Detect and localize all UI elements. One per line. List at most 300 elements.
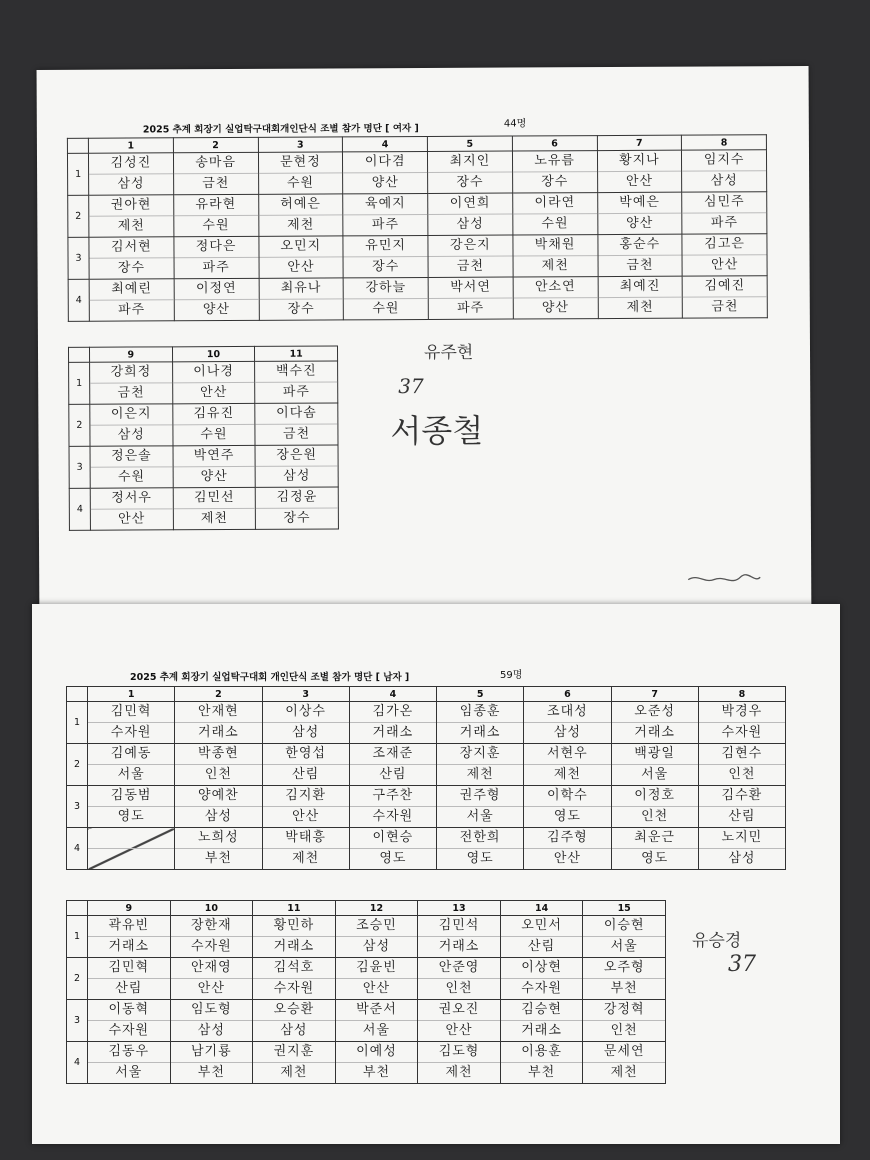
player-name: 김예진 bbox=[683, 276, 767, 297]
player-name: 박준서 bbox=[336, 1000, 418, 1021]
player-team: 영도 bbox=[553, 809, 581, 824]
player-name: 이현승 bbox=[350, 828, 436, 849]
row-number: 1 bbox=[69, 362, 90, 404]
table-corner bbox=[67, 138, 88, 153]
player-cell bbox=[335, 916, 418, 958]
group-header: 9 bbox=[89, 347, 172, 362]
pen-scribble-mark bbox=[684, 571, 764, 591]
player-name: 최유나 bbox=[259, 278, 343, 299]
player-team: 삼성 bbox=[710, 173, 738, 189]
player-team: 거래소 bbox=[372, 725, 414, 740]
player-team: 장수 bbox=[117, 260, 146, 276]
player-name: 권오진 bbox=[418, 1000, 500, 1021]
group-header: 1 bbox=[88, 687, 175, 702]
table-row bbox=[67, 1000, 666, 1042]
player-name: 문세연 bbox=[583, 1042, 665, 1063]
table-row bbox=[68, 192, 767, 238]
player-name: 이학수 bbox=[524, 786, 610, 807]
player-name: 김동범 bbox=[88, 786, 174, 807]
women-title: 2025 추계 회장기 실업탁구대회개인단식 조별 참가 명단 [ 여자 ] bbox=[142, 123, 419, 136]
player-name: 유민지 bbox=[344, 236, 428, 257]
player-team: 제천 bbox=[610, 1065, 638, 1080]
player-team: 삼성 bbox=[728, 851, 756, 866]
player-team: 안산 bbox=[200, 385, 228, 401]
men-group-table-1 bbox=[66, 686, 786, 870]
player-team: 삼성 bbox=[283, 468, 311, 484]
player-name: 육예지 bbox=[343, 194, 427, 215]
player-cell bbox=[597, 192, 682, 234]
player-name: 최지인 bbox=[428, 152, 512, 173]
player-team: 안산 bbox=[711, 257, 739, 273]
group-header: 4 bbox=[343, 136, 428, 151]
player-name: 김정윤 bbox=[256, 487, 338, 508]
player-cell bbox=[258, 236, 343, 278]
player-team: 서울 bbox=[115, 1065, 143, 1080]
player-name: 조대성 bbox=[524, 702, 610, 723]
player-cell bbox=[349, 786, 436, 828]
player-name: 최운근 bbox=[612, 828, 698, 849]
player-name: 이상현 bbox=[501, 958, 583, 979]
player-team: 수자원 bbox=[110, 725, 152, 740]
player-name: 김민혁 bbox=[88, 702, 174, 723]
row-number: 4 bbox=[69, 488, 90, 530]
player-name: 박예은 bbox=[598, 193, 682, 214]
player-name: 임도형 bbox=[171, 1000, 253, 1021]
player-team: 산림 bbox=[292, 767, 320, 782]
group-header: 7 bbox=[611, 687, 698, 702]
player-team: 제천 bbox=[466, 767, 494, 782]
player-team: 양산 bbox=[541, 300, 570, 316]
player-team: 수원 bbox=[117, 469, 146, 485]
row-number: 3 bbox=[67, 786, 88, 828]
player-name: 이정호 bbox=[612, 786, 698, 807]
player-cell bbox=[89, 237, 174, 279]
player-name: 박서연 bbox=[429, 278, 513, 299]
table-corner bbox=[67, 687, 88, 702]
player-team: 삼성 bbox=[117, 176, 145, 192]
player-cell bbox=[343, 277, 428, 319]
player-cell bbox=[583, 1042, 666, 1084]
player-name: 이정연 bbox=[174, 279, 258, 300]
women-handwritten-signature: 서종철 bbox=[390, 411, 484, 451]
women-group-table-2 bbox=[68, 345, 339, 530]
player-name: 한영섭 bbox=[263, 744, 349, 765]
player-name: 최예진 bbox=[598, 277, 682, 298]
player-name: 이라연 bbox=[513, 193, 597, 214]
player-team: 제천 bbox=[280, 1065, 308, 1080]
group-header: 14 bbox=[500, 901, 583, 916]
player-team: 인천 bbox=[728, 767, 756, 782]
player-cell bbox=[349, 702, 436, 744]
player-name: 송마음 bbox=[174, 153, 258, 174]
player-team: 수자원 bbox=[273, 981, 315, 996]
player-cell bbox=[512, 151, 597, 193]
player-name: 정다은 bbox=[174, 237, 258, 258]
row-number: 3 bbox=[69, 446, 90, 488]
player-name: 박경우 bbox=[699, 702, 785, 723]
player-name: 백수진 bbox=[255, 361, 337, 382]
player-name: 강정혁 bbox=[583, 1000, 665, 1021]
player-cell bbox=[418, 1042, 501, 1084]
player-team: 삼성 bbox=[362, 939, 391, 954]
table-corner bbox=[68, 347, 89, 362]
player-team: 금천 bbox=[117, 385, 145, 401]
player-cell bbox=[682, 192, 767, 234]
player-team: 영도 bbox=[117, 809, 145, 824]
group-header: 11 bbox=[255, 346, 338, 361]
player-cell bbox=[89, 279, 174, 321]
player-cell bbox=[583, 1000, 666, 1042]
group-header: 5 bbox=[427, 136, 512, 151]
player-cell bbox=[512, 193, 597, 235]
player-team: 제천 bbox=[553, 767, 581, 782]
empty-slot bbox=[88, 828, 175, 870]
player-team: 양산 bbox=[202, 302, 231, 318]
player-cell bbox=[597, 150, 682, 192]
player-cell bbox=[174, 236, 259, 278]
player-name: 권아현 bbox=[89, 195, 173, 216]
table-row bbox=[67, 744, 786, 786]
player-cell bbox=[698, 828, 785, 870]
player-cell bbox=[428, 235, 513, 277]
player-team: 금천 bbox=[283, 426, 311, 442]
player-team: 제천 bbox=[292, 851, 320, 866]
player-name: 이용훈 bbox=[501, 1042, 583, 1063]
player-cell bbox=[258, 194, 343, 236]
player-cell bbox=[175, 744, 262, 786]
player-team: 부천 bbox=[528, 1065, 556, 1080]
table-row bbox=[67, 150, 766, 196]
player-name: 장한재 bbox=[171, 916, 253, 937]
player-team: 서울 bbox=[117, 767, 145, 782]
table-row bbox=[67, 958, 666, 1000]
player-team: 양산 bbox=[371, 175, 399, 191]
player-team: 산림 bbox=[528, 939, 556, 954]
player-cell bbox=[90, 488, 173, 530]
player-cell bbox=[427, 151, 512, 193]
group-header: 6 bbox=[512, 136, 597, 151]
player-name: 서현우 bbox=[524, 744, 610, 765]
player-team: 서울 bbox=[610, 939, 638, 954]
player-cell bbox=[88, 744, 175, 786]
player-name: 황지나 bbox=[597, 151, 681, 172]
table-row bbox=[69, 445, 338, 488]
player-cell bbox=[343, 193, 428, 235]
player-cell bbox=[253, 1000, 336, 1042]
player-team: 양산 bbox=[626, 215, 654, 231]
group-header: 3 bbox=[262, 687, 349, 702]
player-cell bbox=[335, 1000, 418, 1042]
player-cell bbox=[698, 786, 785, 828]
player-cell bbox=[253, 916, 336, 958]
player-name: 김석호 bbox=[253, 958, 335, 979]
player-cell bbox=[89, 195, 174, 237]
player-name: 오민지 bbox=[259, 236, 343, 257]
player-cell bbox=[524, 744, 611, 786]
player-team: 금천 bbox=[626, 257, 654, 273]
player-cell bbox=[524, 786, 611, 828]
player-name: 김성진 bbox=[89, 153, 173, 174]
player-name: 심민주 bbox=[682, 192, 766, 213]
group-header: 4 bbox=[349, 687, 436, 702]
player-name: 조승민 bbox=[336, 916, 418, 937]
player-cell bbox=[258, 152, 343, 194]
player-cell bbox=[262, 828, 349, 870]
group-header: 7 bbox=[597, 135, 682, 150]
player-cell bbox=[170, 916, 253, 958]
player-team: 영도 bbox=[379, 851, 407, 866]
player-name: 김수환 bbox=[699, 786, 785, 807]
player-team: 인천 bbox=[445, 981, 473, 996]
player-cell bbox=[428, 277, 513, 319]
group-header: 2 bbox=[173, 137, 258, 152]
player-cell bbox=[88, 958, 171, 1000]
group-header: 1 bbox=[88, 138, 173, 153]
player-name: 조재준 bbox=[350, 744, 436, 765]
player-cell bbox=[88, 1000, 171, 1042]
row-number: 1 bbox=[67, 916, 88, 958]
women-count: 44명 bbox=[503, 118, 527, 130]
player-name: 김예동 bbox=[88, 744, 174, 765]
player-team: 거래소 bbox=[273, 939, 315, 954]
table-row bbox=[67, 828, 786, 870]
player-cell bbox=[88, 1042, 171, 1084]
player-name: 김도형 bbox=[418, 1042, 500, 1063]
player-cell bbox=[262, 744, 349, 786]
player-team: 파주 bbox=[710, 215, 739, 231]
player-team: 서울 bbox=[466, 809, 494, 824]
player-cell bbox=[335, 1042, 418, 1084]
men-handwritten-count: 37 bbox=[728, 952, 756, 977]
player-team: 수원 bbox=[200, 427, 228, 443]
player-cell bbox=[170, 958, 253, 1000]
player-cell bbox=[513, 235, 598, 277]
player-team: 산림 bbox=[379, 767, 407, 782]
table-row bbox=[69, 487, 338, 530]
player-team: 산림 bbox=[115, 981, 143, 996]
player-cell bbox=[500, 916, 583, 958]
player-cell bbox=[418, 916, 501, 958]
player-cell bbox=[255, 361, 338, 403]
player-team: 영도 bbox=[641, 851, 669, 866]
player-name: 양예찬 bbox=[175, 786, 261, 807]
group-header: 15 bbox=[583, 901, 666, 916]
men-group-table-2 bbox=[66, 900, 666, 1084]
player-cell bbox=[174, 278, 259, 320]
table-corner bbox=[67, 901, 88, 916]
player-cell bbox=[335, 958, 418, 1000]
row-number: 3 bbox=[68, 237, 89, 279]
player-team: 파주 bbox=[457, 300, 485, 316]
player-name: 권주형 bbox=[437, 786, 523, 807]
player-cell bbox=[437, 744, 524, 786]
player-name: 임지수 bbox=[682, 150, 766, 171]
men-handwritten-name: 유승경 bbox=[692, 931, 742, 951]
player-team: 영도 bbox=[466, 851, 494, 866]
player-team: 거래소 bbox=[438, 939, 480, 954]
player-cell bbox=[173, 194, 258, 236]
player-cell bbox=[259, 278, 344, 320]
player-name: 박연주 bbox=[173, 446, 255, 467]
player-cell bbox=[88, 702, 175, 744]
player-team: 안산 bbox=[553, 851, 581, 866]
player-cell bbox=[172, 403, 255, 445]
player-team: 부천 bbox=[204, 851, 232, 866]
women-handwritten-count: 37 bbox=[398, 374, 424, 399]
player-name: 홍순수 bbox=[598, 235, 682, 256]
player-name: 오민서 bbox=[501, 916, 583, 937]
table-row bbox=[69, 361, 338, 404]
player-name: 김동우 bbox=[88, 1042, 170, 1063]
group-header: 3 bbox=[258, 137, 343, 152]
group-header: 10 bbox=[170, 901, 253, 916]
player-name: 이예성 bbox=[336, 1042, 418, 1063]
player-team: 안산 bbox=[292, 809, 320, 824]
player-name: 유라현 bbox=[174, 195, 258, 216]
player-team: 금천 bbox=[456, 258, 485, 274]
player-team: 제천 bbox=[626, 299, 654, 315]
player-name: 안재영 bbox=[171, 958, 253, 979]
player-name: 백광일 bbox=[612, 744, 698, 765]
player-name: 장지훈 bbox=[437, 744, 523, 765]
player-cell bbox=[418, 958, 501, 1000]
player-name: 김민혁 bbox=[88, 958, 170, 979]
player-cell bbox=[173, 152, 258, 194]
player-team: 양산 bbox=[200, 469, 228, 485]
player-team: 삼성 bbox=[280, 1023, 308, 1038]
player-name: 김현수 bbox=[699, 744, 785, 765]
player-team: 거래소 bbox=[521, 1023, 562, 1038]
row-number: 2 bbox=[69, 404, 90, 446]
player-team: 수자원 bbox=[372, 809, 414, 824]
player-name: 강희정 bbox=[90, 362, 172, 383]
player-cell bbox=[682, 234, 767, 276]
player-name: 김유진 bbox=[173, 404, 255, 425]
player-team: 인천 bbox=[610, 1023, 638, 1038]
group-header: 6 bbox=[524, 687, 611, 702]
player-team: 거래소 bbox=[634, 725, 675, 740]
player-cell bbox=[343, 151, 428, 193]
player-cell bbox=[611, 786, 698, 828]
player-name: 오준성 bbox=[612, 702, 698, 723]
row-number: 4 bbox=[67, 1042, 88, 1084]
player-name: 안소연 bbox=[513, 277, 597, 298]
table-row bbox=[69, 403, 338, 446]
player-name: 장은원 bbox=[256, 445, 338, 466]
player-cell bbox=[88, 786, 175, 828]
player-team: 안산 bbox=[625, 173, 654, 189]
table-row bbox=[67, 1042, 666, 1084]
row-number: 3 bbox=[67, 1000, 88, 1042]
player-team: 장수 bbox=[287, 301, 315, 317]
player-team: 인천 bbox=[204, 767, 232, 782]
group-header: 8 bbox=[682, 135, 767, 150]
player-name: 정은솔 bbox=[91, 446, 173, 467]
player-name: 강하늘 bbox=[344, 278, 428, 299]
player-cell bbox=[428, 193, 513, 235]
player-team: 거래소 bbox=[108, 939, 150, 954]
men-roster-sheet bbox=[32, 604, 840, 1144]
player-name: 이연희 bbox=[428, 194, 512, 215]
player-cell bbox=[90, 404, 173, 446]
player-team: 삼성 bbox=[197, 1023, 225, 1038]
player-name: 이상수 bbox=[263, 702, 349, 723]
player-cell bbox=[698, 744, 785, 786]
player-cell bbox=[500, 958, 583, 1000]
group-header: 8 bbox=[698, 687, 785, 702]
player-name: 구주찬 bbox=[350, 786, 436, 807]
player-cell bbox=[500, 1000, 583, 1042]
player-cell bbox=[597, 234, 682, 276]
player-team: 장수 bbox=[283, 510, 311, 526]
player-name: 정서우 bbox=[91, 488, 173, 509]
player-name: 오주형 bbox=[583, 958, 665, 979]
player-name: 이나경 bbox=[173, 362, 255, 383]
player-name: 오승환 bbox=[253, 1000, 335, 1021]
row-number: 2 bbox=[68, 195, 89, 237]
player-team: 삼성 bbox=[292, 725, 320, 740]
player-cell bbox=[255, 445, 338, 487]
player-team: 수자원 bbox=[108, 1023, 150, 1038]
player-name: 김승현 bbox=[501, 1000, 583, 1021]
player-cell bbox=[524, 828, 611, 870]
player-team: 제천 bbox=[445, 1065, 473, 1080]
player-name: 안재현 bbox=[175, 702, 261, 723]
player-cell bbox=[513, 277, 598, 319]
player-cell bbox=[583, 958, 666, 1000]
player-name: 남기룡 bbox=[171, 1042, 253, 1063]
player-cell bbox=[682, 150, 767, 192]
player-name: 김서현 bbox=[89, 237, 173, 258]
player-name: 박채원 bbox=[513, 235, 597, 256]
player-name: 최예린 bbox=[90, 279, 174, 300]
player-cell bbox=[437, 786, 524, 828]
table-row bbox=[67, 702, 786, 744]
player-cell bbox=[175, 828, 262, 870]
player-team: 거래소 bbox=[198, 725, 239, 740]
player-team: 수원 bbox=[286, 175, 315, 191]
player-name: 강은지 bbox=[428, 236, 512, 257]
player-team: 거래소 bbox=[459, 725, 501, 740]
player-cell bbox=[175, 702, 262, 744]
group-header: 9 bbox=[88, 901, 171, 916]
player-team: 인천 bbox=[641, 809, 669, 824]
women-roster-sheet bbox=[37, 66, 812, 630]
player-team: 안산 bbox=[287, 259, 315, 275]
row-number: 1 bbox=[67, 702, 88, 744]
player-team: 안산 bbox=[118, 511, 146, 527]
player-team: 수원 bbox=[541, 216, 569, 232]
player-name: 김고은 bbox=[683, 234, 767, 255]
player-team: 제천 bbox=[287, 217, 315, 233]
group-header: 2 bbox=[175, 687, 262, 702]
player-name: 안준영 bbox=[418, 958, 500, 979]
group-header: 11 bbox=[253, 901, 336, 916]
row-number: 4 bbox=[68, 279, 89, 321]
table-row bbox=[68, 276, 767, 322]
player-team: 파주 bbox=[118, 302, 146, 318]
player-name: 곽유빈 bbox=[88, 916, 170, 937]
player-team: 서울 bbox=[362, 1023, 391, 1038]
group-header: 12 bbox=[335, 901, 418, 916]
player-name: 권지훈 bbox=[253, 1042, 335, 1063]
player-team: 안산 bbox=[197, 981, 225, 996]
player-team: 삼성 bbox=[204, 809, 232, 824]
player-cell bbox=[256, 487, 339, 529]
player-team: 제천 bbox=[117, 218, 145, 234]
player-cell bbox=[611, 744, 698, 786]
player-team: 삼성 bbox=[117, 427, 145, 443]
